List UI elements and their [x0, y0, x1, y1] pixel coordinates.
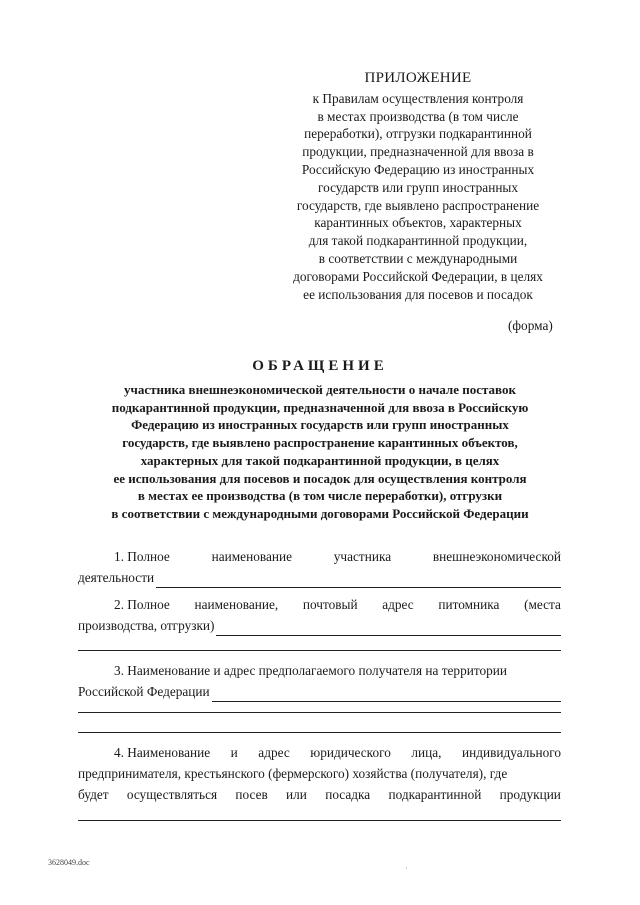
field-label-line [78, 742, 561, 763]
subtitle-line: в соответствии с международными договорами Российской Федерации [111, 505, 529, 521]
footer-mark: · [405, 864, 408, 873]
appendix-line: в местах производства (в том числе [317, 108, 519, 124]
field-label-cont: Российской Федерации [78, 684, 210, 699]
label-word: участника [333, 549, 392, 564]
field-label-line [78, 546, 561, 567]
field-planting-entity [78, 742, 561, 805]
document-title: ОБРАЩЕНИЕ [252, 358, 388, 374]
appendix-line: в соответствии с международными [318, 250, 518, 266]
subtitle-line: Федерацию из иностранных государств или групп иностранных [131, 417, 509, 433]
appendix-line: государств или групп иностранных [317, 179, 519, 195]
appendix-line: Российскую Федерацию из иностранных [301, 161, 535, 177]
appendix-line: продукции, предназначенной для ввоза в [302, 144, 534, 160]
appendix-line: к Правилам осуществления контроля [312, 90, 524, 106]
label-word: наименование [211, 549, 292, 564]
appendix-line: карантинных объектов, характерных [314, 215, 522, 231]
field-nursery-address [78, 594, 561, 636]
field-input-row [78, 567, 561, 588]
subtitle-line: государств, где выявлено распространение карантинных объектов, [122, 435, 518, 451]
field-input-row [78, 681, 561, 702]
label-word: 1. Полное [114, 549, 170, 564]
recipient-blank-3[interactable] [78, 732, 561, 733]
appendix-line: ее использования для посевов и посадок [303, 286, 533, 302]
nursery-address-blank-2[interactable] [78, 650, 561, 651]
appendix-header [268, 70, 568, 303]
appendix-line: для такой подкарантинной продукции, [308, 233, 528, 249]
field-label-line-2: предпринимателя, крестьянского (фермерского) хозяйства (получателя), где [78, 766, 508, 781]
recipient-blank[interactable] [212, 686, 561, 702]
subtitle-line: ее использования для посевов и посадок для осуществления контроля [113, 470, 527, 486]
label-word: продукции [499, 787, 561, 802]
label-word: индивидуального [462, 745, 561, 760]
field-label-line-3 [78, 784, 561, 805]
label-word: 2. Полное [114, 597, 170, 612]
subtitle-line: участника внешнеэкономической деятельности о начале поставок [124, 382, 516, 397]
subtitle-line: в местах ее производства (в том числе переработки), отгрузки [137, 488, 503, 504]
label-word: юридического [310, 745, 391, 760]
nursery-address-blank[interactable] [216, 620, 561, 636]
label-word: (места [524, 597, 561, 612]
label-word: внешнеэкономической [432, 549, 561, 564]
appendix-line: договорами Российской Федерации, в целях [293, 268, 543, 284]
label-word: почтовый [302, 597, 358, 612]
label-word: и [230, 745, 238, 760]
planting-entity-blank[interactable] [78, 820, 561, 821]
field-label-cont: деятельности [78, 570, 155, 585]
field-label-cont: производства, отгрузки) [78, 618, 215, 633]
label-word: питомника [438, 597, 500, 612]
field-participant-name [78, 546, 561, 588]
label-word: лица, [411, 745, 442, 760]
form-note: (форма) [508, 318, 553, 333]
label-word: адрес [258, 745, 290, 760]
label-word: наименование, [194, 597, 279, 612]
label-word: посев [235, 787, 268, 802]
field-input-row [78, 615, 561, 636]
label-word: подкарантинной [388, 787, 482, 802]
appendix-line: государств, где выявлено распространение [296, 197, 540, 213]
label-word: или [286, 787, 307, 802]
subtitle-line: характерных для такой подкарантинной продукции, в целях [140, 452, 500, 468]
appendix-line: переработки), отгрузки подкарантинной [304, 126, 532, 142]
participant-name-blank[interactable] [156, 572, 561, 588]
field-label-line [78, 594, 561, 615]
subtitle-line: подкарантинной продукции, предназначенной для ввоза в Российскую [111, 399, 529, 415]
label-word: осуществляться [126, 787, 218, 802]
appendix-title: ПРИЛОЖЕНИЕ [364, 70, 472, 86]
document-subtitle [60, 381, 580, 523]
field-label-line: 3. Наименование и адрес предполагаемого получателя на территории [114, 663, 508, 678]
label-word: 4. Наименование [114, 745, 211, 760]
field-recipient [78, 660, 561, 702]
footer-file-code: 3628049.doc [48, 858, 90, 867]
label-word: адрес [382, 597, 414, 612]
label-word: посадка [325, 787, 371, 802]
label-word: будет [78, 787, 109, 802]
recipient-blank-2[interactable] [78, 712, 561, 713]
